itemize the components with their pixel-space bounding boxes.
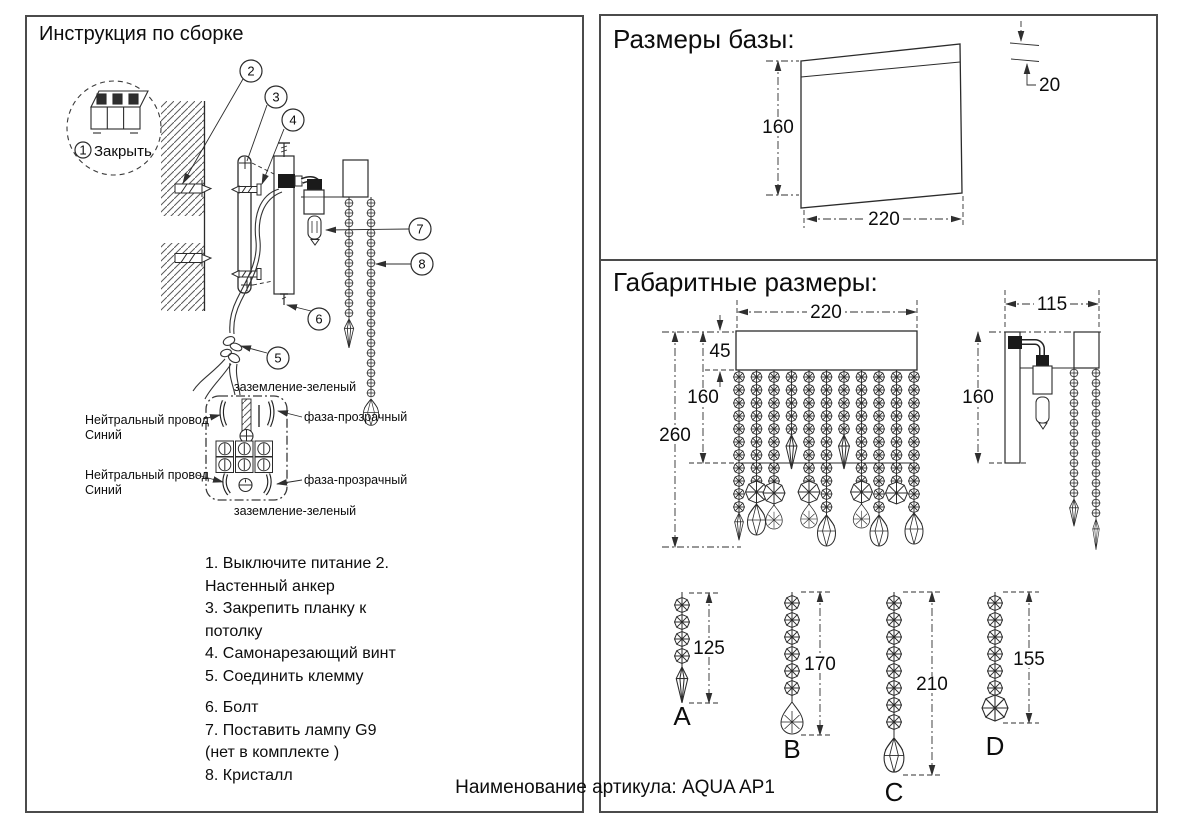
dim-base-height: 160 bbox=[762, 117, 794, 138]
callout-5: 5 bbox=[274, 350, 282, 366]
dim-front-width: 220 bbox=[810, 302, 842, 323]
crystal-strand bbox=[363, 197, 378, 425]
dim-base-width: 220 bbox=[868, 209, 900, 230]
step-line: Настенный анкер bbox=[205, 577, 335, 595]
terminal-block bbox=[206, 396, 287, 500]
label-neutral-bottom-2: Синий bbox=[85, 483, 122, 497]
label-ground-top: заземление-зеленый bbox=[233, 380, 357, 394]
label-phase-top: фаза-прозрачный bbox=[304, 410, 408, 424]
step-line: 4. Самонарезающий винт bbox=[205, 645, 396, 662]
overall-dimensions-panel bbox=[599, 259, 1158, 813]
strand-d-length: 155 bbox=[1013, 649, 1045, 670]
lamp-housing bbox=[274, 143, 294, 305]
back-panel bbox=[343, 160, 368, 197]
assembly-steps bbox=[205, 553, 485, 787]
breaker-detail bbox=[67, 81, 161, 175]
front-dim-texts bbox=[657, 302, 845, 446]
strand-b-length: 170 bbox=[804, 654, 836, 675]
bead-curtain bbox=[734, 372, 924, 547]
wall-anchor bbox=[175, 180, 211, 267]
callout-7: 7 bbox=[416, 221, 424, 237]
strand-c bbox=[884, 592, 951, 807]
callout-4: 4 bbox=[289, 112, 297, 128]
overall-dimensions-title: Габаритные размеры: bbox=[613, 267, 878, 297]
step1-number: 1 bbox=[79, 142, 87, 158]
dim-front-total: 260 bbox=[659, 425, 691, 446]
side-strands bbox=[1070, 368, 1100, 550]
side-view bbox=[960, 290, 1103, 550]
front-view bbox=[657, 300, 923, 547]
base-plate bbox=[801, 44, 962, 208]
strand-b bbox=[781, 592, 839, 764]
strand-d-label: D bbox=[985, 731, 1005, 761]
callout-3: 3 bbox=[272, 89, 280, 105]
step-line: 1. Выключите питание 2. bbox=[205, 555, 389, 572]
base-dimensions-drawing bbox=[601, 16, 1156, 259]
dim-front-bar: 45 bbox=[709, 341, 731, 362]
assembly-title: Инструкция по сборке bbox=[39, 23, 244, 45]
crystal-strand bbox=[344, 197, 353, 348]
step-line: потолку bbox=[205, 622, 263, 640]
overall-dimensions-drawing bbox=[601, 261, 1156, 811]
base-dimensions-title: Размеры базы: bbox=[613, 24, 795, 54]
step-line: 8. Кристалл bbox=[205, 766, 293, 784]
strand-a bbox=[673, 592, 727, 731]
strand-b-label: B bbox=[783, 734, 801, 764]
strand-a-length: 125 bbox=[693, 638, 725, 659]
step-line: 7. Поставить лампу G9 bbox=[205, 721, 377, 739]
strand-d bbox=[982, 592, 1048, 761]
strand-c-label: C bbox=[884, 777, 904, 807]
wall-hatch bbox=[161, 101, 205, 311]
dim-side-height: 160 bbox=[962, 387, 994, 408]
circuit-breaker-icon bbox=[91, 91, 148, 133]
callout-6: 6 bbox=[315, 311, 323, 327]
label-neutral-bottom-1: Нейтральный провод bbox=[85, 468, 209, 482]
dim-base-thickness: 20 bbox=[1039, 75, 1061, 96]
label-ground-bottom: заземление-зеленый bbox=[233, 504, 357, 518]
step-line: 3. Закрепить планку к bbox=[205, 600, 367, 617]
strand-c-length: 210 bbox=[916, 674, 948, 695]
dim-side-depth: 115 bbox=[1036, 294, 1068, 315]
step-line: 5. Соединить клемму bbox=[205, 667, 364, 685]
article-name: Наименование артикула: AQUA AP1 bbox=[455, 777, 775, 798]
assembly-panel bbox=[25, 15, 584, 813]
step1-label: Закрыть bbox=[94, 143, 152, 160]
callout-2: 2 bbox=[247, 63, 255, 79]
dim-front-beads: 160 bbox=[687, 387, 719, 408]
g9-bulb bbox=[308, 216, 321, 245]
label-phase-bottom: фаза-прозрачный bbox=[304, 473, 408, 487]
step-line: 6. Болт bbox=[205, 699, 259, 716]
step-line: (нет в комплекте ) bbox=[205, 744, 340, 761]
strand-a-label: A bbox=[673, 701, 691, 731]
label-neutral-top-2: Синий bbox=[85, 428, 122, 442]
callout-8: 8 bbox=[418, 256, 426, 272]
label-neutral-top-1: Нейтральный провод bbox=[85, 413, 209, 427]
base-dimensions-panel bbox=[599, 14, 1158, 261]
